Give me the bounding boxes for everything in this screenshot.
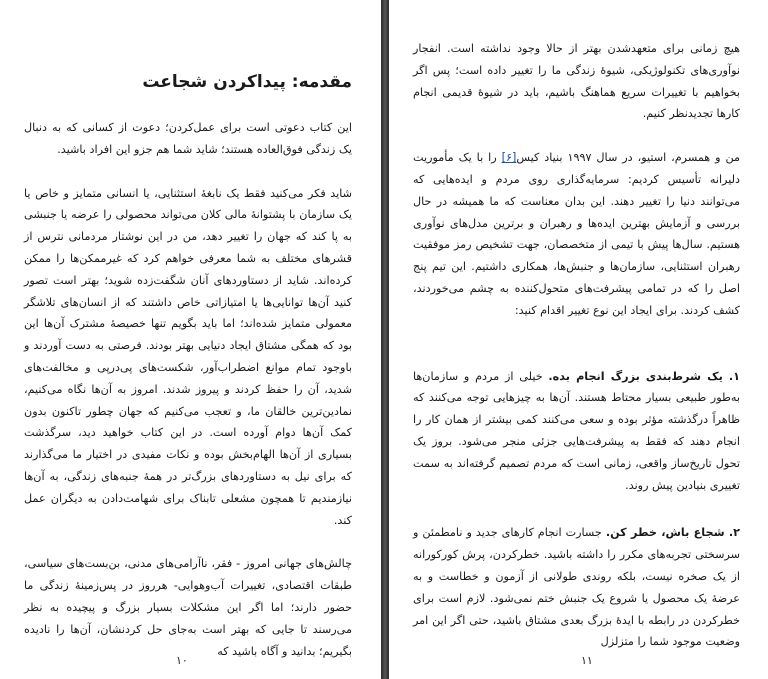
book-spine (381, 0, 389, 679)
paragraph-text: را با یک مأموریت دلیرانه تأسیس کردیم: سرمایه‌گذاری روی مردم و ایده‌هایی که می‌توانند دنیا را تغییر دهند. این بدان معناست که ما همیشه در حال بررسی و آزمایش بهترین ایده‌ها و رهبران و برترین مدل‌های نوآوری هستیم. سال‌ها پیش با تیمی از متخصصان، جهت تشخیص رمز موفقیت رهبران استثنایی، سازمان‌ها و جنبش‌ها، همکاری داشتیم. این تیم پنج اصل را که در تمامی پیشرفت‌های متحول‌کننده به چشم می‌خوردند، کشف کردند. برای ایجاد این نوع تغییر اقدام کنید: (413, 151, 740, 317)
left-body (24, 117, 352, 662)
list-item-title: ۱. یک شرط‌بندی بزرگ انجام بده. (548, 369, 740, 383)
page-number: ۱۰ (176, 654, 188, 667)
paragraph: چالش‌های جهانی امروز - فقر، ناآرامی‌های مدنی، بن‌بست‌های سیاسی، طبقات اقتصادی، تغییرات آب‌وهوایی- هرروز در پس‌زمینهٔ زندگی ما حضور دارند؛ اما اگر این مشکلات بسیار بزرگ و پیچیده به نظر می‌رسند تا جایی که بهتر است به‌جای حل کردنشان، آن‌ها را نادیده بگیریم؛ بدانید و آگاه باشید که (24, 557, 352, 658)
list-item (413, 522, 740, 653)
chapter-heading: مقدمه: پیداکردن شجاعت (142, 72, 352, 92)
right-page (389, 0, 768, 679)
paragraph (413, 147, 740, 321)
paragraph: هیچ زمانی برای متعهدشدن بهتر از حالا وجود نداشته است. انفجار نوآوری‌های تکنولوژیکی، شیوهٔ زندگی ما را تغییر داده است؛ پس اگر بخواهیم با تغییرات سریع هماهنگ باشیم، باید در شیوهٔ قدیمی انجام کارها تجدیدنظر کنیم. (413, 42, 740, 121)
paragraph: این کتاب دعوتی است برای عمل‌کردن؛ دعوت از کسانی که به دنبال یک زندگی فوق‌العاده هستند؛ شاید شما هم جزو این افراد باشید. (24, 121, 352, 156)
left-page (0, 0, 381, 679)
paragraph-text: من و همسرم، استیو، در سال ۱۹۹۷ بنیاد کیس (516, 151, 740, 165)
citation-link[interactable]: [۶] (501, 151, 517, 165)
list-item-body: خیلی از مردم و سازمان‌ها به‌طور طبیعی بسیار محتاط هستند. آن‌ها به چیزهایی توجه می‌کنند که ظاهراً درگذشته مؤثر بوده و سعی می‌کنند کمی بیشتر از همان کار را انجام دهند که فقط به پیشرفت‌هایی جزئی منجر می‌شود. بروز یک تحول تاریخ‌ساز واقعی، زمانی است که مردم تصمیم گرفته‌اند به سمت تغییری بنیادین پیش روند. (413, 369, 740, 492)
paragraph: شاید فکر می‌کنید فقط یک نابغهٔ استثنایی، یا انسانی متمایز و خاص یا یک سازمان با پشتوانهٔ مالی کلان می‌تواند محصولی را عرضه یا جنبشی به پا کند که جهان را تغییر دهد، من در این نوشتار مردمانی نترس از قشرهای مختلف به شما معرفی خواهم کرد که غیرممکن‌ها را ممکن کرده‌اند. شاید از دستاوردهای آنان شگفت‌زده شوید؛ بهتر است تصور کنید آن‌ها توانایی‌ها یا امتیازاتی خاص داشتند که از انسان‌های تلاشگر معمولی متمایز شده‌اند؛ اما باید بگویم تنها خصیصهٔ مشترک آن‌ها این بود که همگی مشتاق ایجاد دنیایی بهتر بودند. فرصتی به دست آوردند و باوجود تمام موانع اضطراب‌آور، شکست‌های پی‌درپی و مخالفت‌های شدید، آن را حفظ کردند و پیروز شدند. امروز به آن‌ها نگاه می‌کنیم، نمادین‌ترین خالقان ما، و تعجب می‌کنیم که جهان چطور تاکنون بدون کمک آن‌ها دوام آورده است. در این کتاب خواهید دید، سرگذشت بسیاری از آن‌ها الهام‌بخش بوده و نکات مفیدی در اختیار ما می‌گذارند که برای نیل به دستاوردهای بزرگ‌تر در همهٔ جنبه‌های زندگی، به آن‌ها نیازمندیم تا همچون مشعلی تابناک برای شهامت‌دادن به دیگران عمل کند. (24, 186, 352, 527)
list-item-title: ۲. شجاع باش، خطر کن. (605, 526, 740, 540)
right-body (413, 38, 740, 653)
list-item-body: جسارت انجام کارهای جدید و نامطمئن و سرسختی تجربه‌های مکرر را داشته باشید. خطرکردن، پرش کورکورانه از یک صخره نیست، بلکه روندی طولانی از آزمون و خطاست و به عرضهٔ یک محصول یا شروع یک جنبش ختم نمی‌شود. لازم است برای خطرکردن در رابطه با ایدهٔ بزرگ بعدی مشتاق باشید، حتی اگر این امر وضعیت موجود شما را متزلزل (413, 526, 740, 649)
list-item (413, 366, 740, 497)
page-number: ۱۱ (581, 654, 593, 667)
